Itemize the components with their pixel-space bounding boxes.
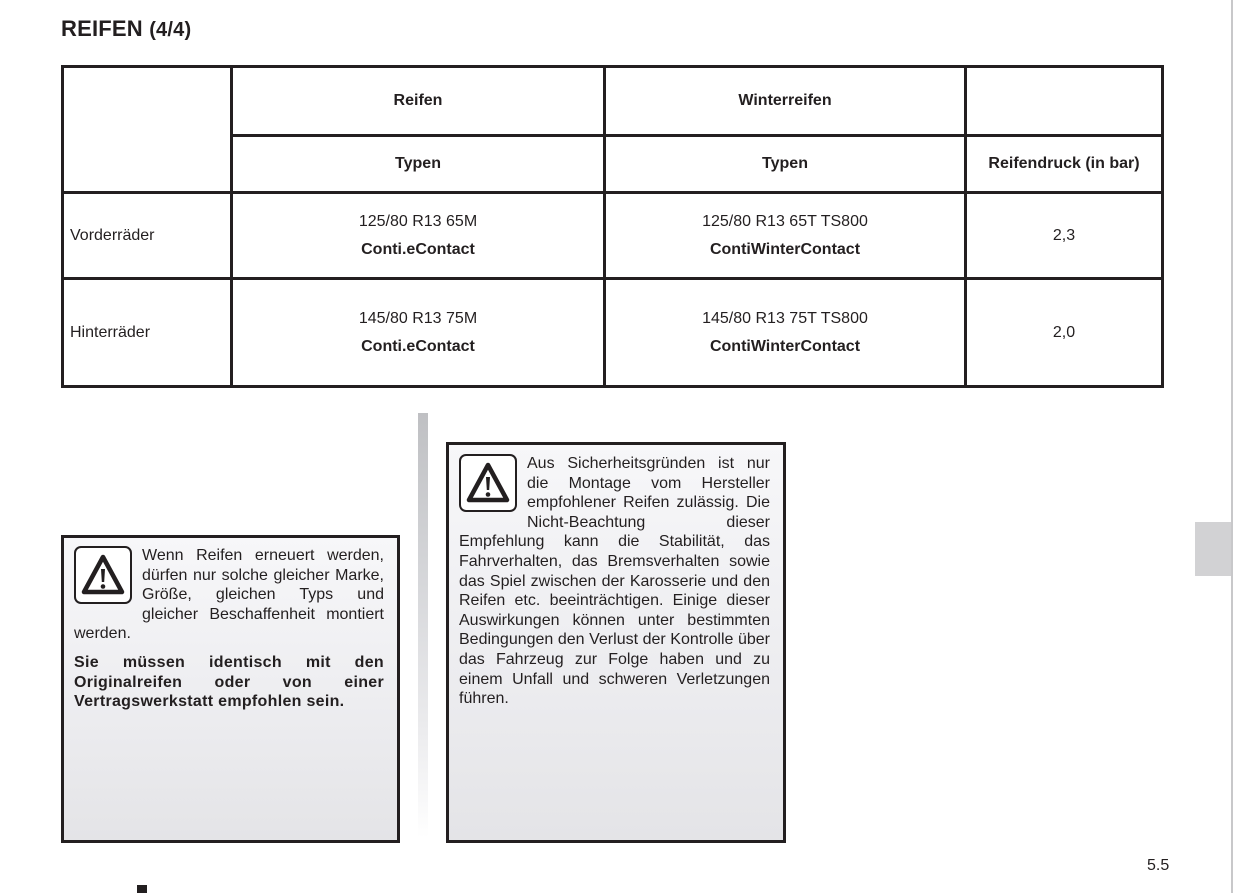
table-header-row bbox=[63, 67, 1163, 136]
page-number: 5.5 bbox=[1147, 857, 1170, 874]
cell-pressure-front: 2,3 bbox=[966, 193, 1163, 279]
tyre-size: 145/80 R13 75M bbox=[358, 310, 478, 327]
header-cell-winter-typen: Typen bbox=[605, 136, 966, 193]
warning-triangle-icon bbox=[74, 546, 132, 604]
header-cell-typen: Typen bbox=[232, 136, 605, 193]
tyre-size: 125/80 R13 65M bbox=[358, 213, 478, 230]
winter-tyre-model: ContiWinterContact bbox=[709, 241, 861, 258]
chapter-tab bbox=[1195, 522, 1233, 576]
table-row bbox=[63, 193, 1163, 279]
warning-box-left bbox=[61, 535, 400, 843]
winter-tyre-model: ContiWinterContact bbox=[709, 338, 861, 355]
warning-box-right bbox=[446, 442, 786, 843]
tyre-table bbox=[61, 65, 1164, 388]
table-row bbox=[63, 279, 1163, 387]
page-title-text: REIFEN bbox=[61, 16, 143, 41]
row-label-front: Vorderräder bbox=[63, 193, 232, 279]
header-cell-empty-right bbox=[966, 67, 1163, 136]
row-label-rear: Hinterräder bbox=[63, 279, 232, 387]
end-mark bbox=[137, 885, 147, 893]
warning-text: Aus Sicherheitsgründen ist nur die Montage vom Hersteller empfohlener Reifen zulässig. Die Nicht-Beachtung dieser Empfehlung kann die Stabilität, das Fahrverhalten, das Bremsverhalten sowie das Spiel zwischen der Karosserie und den Reifen etc. beeinträchtigen. Einige dieser Auswirkungen können unter bestimmten Bedingungen den Verlust der Kontrolle über das Fahrzeug zur Folge haben und zu einem Unfall und schweren Verletzungen führen. bbox=[459, 455, 770, 708]
header-cell-winterreifen: Winterreifen bbox=[605, 67, 966, 136]
winter-tyre-size: 145/80 R13 75T TS800 bbox=[702, 310, 868, 327]
header-cell-empty bbox=[63, 67, 232, 193]
warning-triangle-icon bbox=[459, 454, 517, 512]
tyre-model: Conti.eContact bbox=[361, 338, 475, 355]
cell-tyre-rear bbox=[232, 279, 605, 387]
cell-pressure-rear: 2,0 bbox=[966, 279, 1163, 387]
cell-tyre-front bbox=[232, 193, 605, 279]
header-cell-reifen: Reifen bbox=[232, 67, 605, 136]
header-cell-pressure: Reifendruck (in bar) bbox=[966, 136, 1163, 193]
column-divider bbox=[418, 413, 428, 838]
cell-winter-front bbox=[605, 193, 966, 279]
warning-bold-text: Sie müssen identisch mit den Originalreifen oder von einer Vertragswerkstatt empfohlen sein. bbox=[74, 653, 384, 711]
warning-text: Wenn Reifen erneuert werden, dürfen nur solche gleicher Marke, Größe, gleichen Typs und gleicher Beschaffenheit montiert werden. bbox=[74, 547, 384, 643]
cell-winter-rear bbox=[605, 279, 966, 387]
page-title-suffix: (4/4) bbox=[149, 19, 192, 41]
page-title bbox=[61, 16, 191, 42]
tyre-model: Conti.eContact bbox=[361, 241, 475, 258]
winter-tyre-size: 125/80 R13 65T TS800 bbox=[702, 213, 868, 230]
